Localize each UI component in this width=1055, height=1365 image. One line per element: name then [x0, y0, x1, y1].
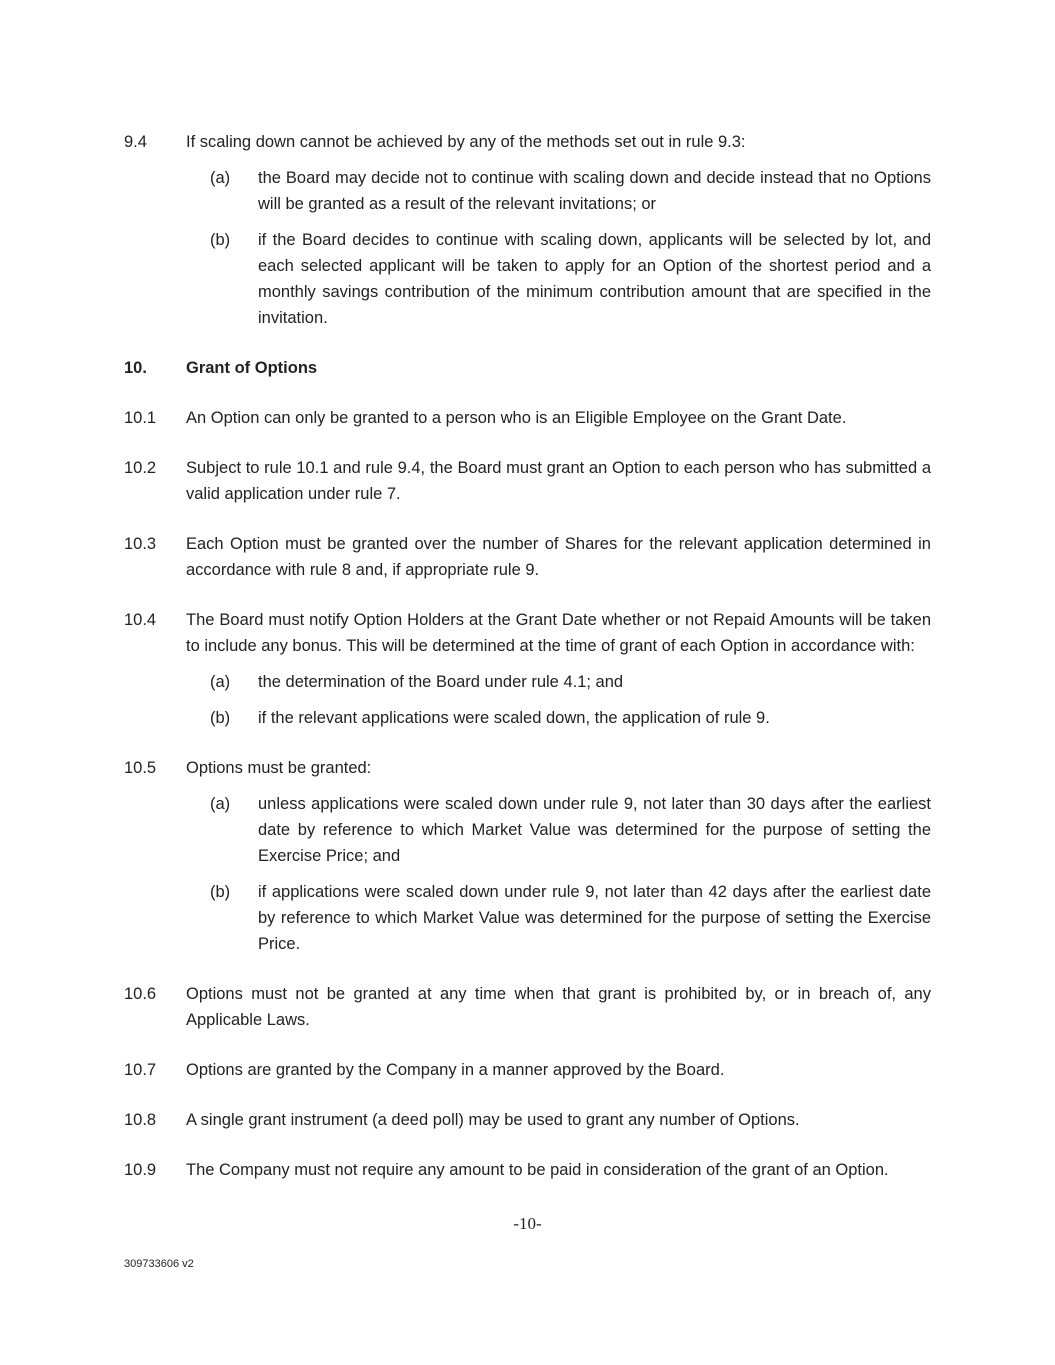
clause-text: Options are granted by the Company in a manner approved by the Board. [186, 1061, 725, 1079]
clause-10-1 [124, 405, 931, 431]
clause-text: The Company must not require any amount to be paid in consideration of the grant of an Option. [186, 1161, 889, 1179]
clause-10-6 [124, 981, 931, 1033]
sub-clause [210, 227, 931, 331]
clause-9-4 [124, 129, 931, 331]
clause-10-2 [124, 455, 931, 507]
sub-clause [210, 705, 931, 731]
sub-clause-label: (b) [210, 883, 231, 901]
clause-number: 10.2 [124, 459, 157, 477]
page-number: -10- [513, 1214, 542, 1233]
sub-clause-label: (b) [210, 231, 231, 249]
document-body [124, 129, 931, 1207]
sub-clause-text: if the relevant applications were scaled down, the application of rule 9. [258, 709, 770, 727]
section-number: 10. [124, 359, 147, 377]
clause-number: 10.8 [124, 1111, 157, 1129]
document-reference: 309733606 v2 [124, 1258, 194, 1270]
sub-clause [210, 791, 931, 869]
clause-number: 10.1 [124, 409, 157, 427]
sub-clause [210, 165, 931, 217]
clause-text: If scaling down cannot be achieved by any of the methods set out in rule 9.3: [186, 133, 746, 151]
sub-clause [210, 879, 931, 957]
sub-clause-text: the Board may decide not to continue with scaling down and decide instead that no Options will be granted as a result of the relevant invitations; or [258, 169, 931, 213]
clause-text: Options must not be granted at any time when that grant is prohibited by, or in breach of, any Applicable Laws. [186, 985, 931, 1029]
clause-10-4 [124, 607, 931, 731]
sub-clause-label: (a) [210, 795, 231, 813]
clause-10-9 [124, 1157, 931, 1183]
clause-text: An Option can only be granted to a person who is an Eligible Employee on the Grant Date. [186, 409, 847, 427]
clause-number: 10.6 [124, 985, 157, 1003]
clause-text: Subject to rule 10.1 and rule 9.4, the Board must grant an Option to each person who has submitted a valid application under rule 7. [186, 459, 931, 503]
sub-clause-text: the determination of the Board under rule 4.1; and [258, 673, 624, 691]
clause-number: 10.4 [124, 611, 157, 629]
sub-clause-label: (a) [210, 169, 231, 187]
clause-10-8 [124, 1107, 931, 1133]
sub-clause-label: (a) [210, 673, 231, 691]
clause-10-5 [124, 755, 931, 957]
sub-clause-text: unless applications were scaled down under rule 9, not later than 30 days after the earliest date by reference to which Market Value was determined for the purpose of setting the Exercise Price; and [258, 795, 931, 865]
clause-number: 9.4 [124, 133, 147, 151]
clause-text: Options must be granted: [186, 759, 372, 777]
clause-number: 10.9 [124, 1161, 157, 1179]
clause-text: Each Option must be granted over the number of Shares for the relevant application determined in accordance with rule 8 and, if appropriate rule 9. [186, 535, 931, 579]
section-heading [124, 355, 931, 381]
clause-number: 10.3 [124, 535, 157, 553]
clause-text: The Board must notify Option Holders at the Grant Date whether or not Repaid Amounts will be taken to include any bonus. This will be determined at the time of grant of each Option in accordance with: [186, 611, 931, 655]
clause-10-3 [124, 531, 931, 583]
clause-10-7 [124, 1057, 931, 1083]
clause-number: 10.7 [124, 1061, 157, 1079]
clause-number: 10.5 [124, 759, 157, 777]
sub-clause [210, 669, 931, 695]
sub-clause-label: (b) [210, 709, 231, 727]
sub-clause-text: if applications were scaled down under rule 9, not later than 42 days after the earliest date by reference to which Market Value was determined for the purpose of setting the Exercise Price. [258, 883, 931, 953]
sub-clause-text: if the Board decides to continue with scaling down, applicants will be selected by lot, and each selected applicant will be taken to apply for an Option of the shortest period and a monthly savings contribution of the minimum contribution amount that are specified in the invitation. [258, 231, 931, 327]
section-title: Grant of Options [186, 359, 318, 377]
clause-text: A single grant instrument (a deed poll) may be used to grant any number of Options. [186, 1111, 800, 1129]
